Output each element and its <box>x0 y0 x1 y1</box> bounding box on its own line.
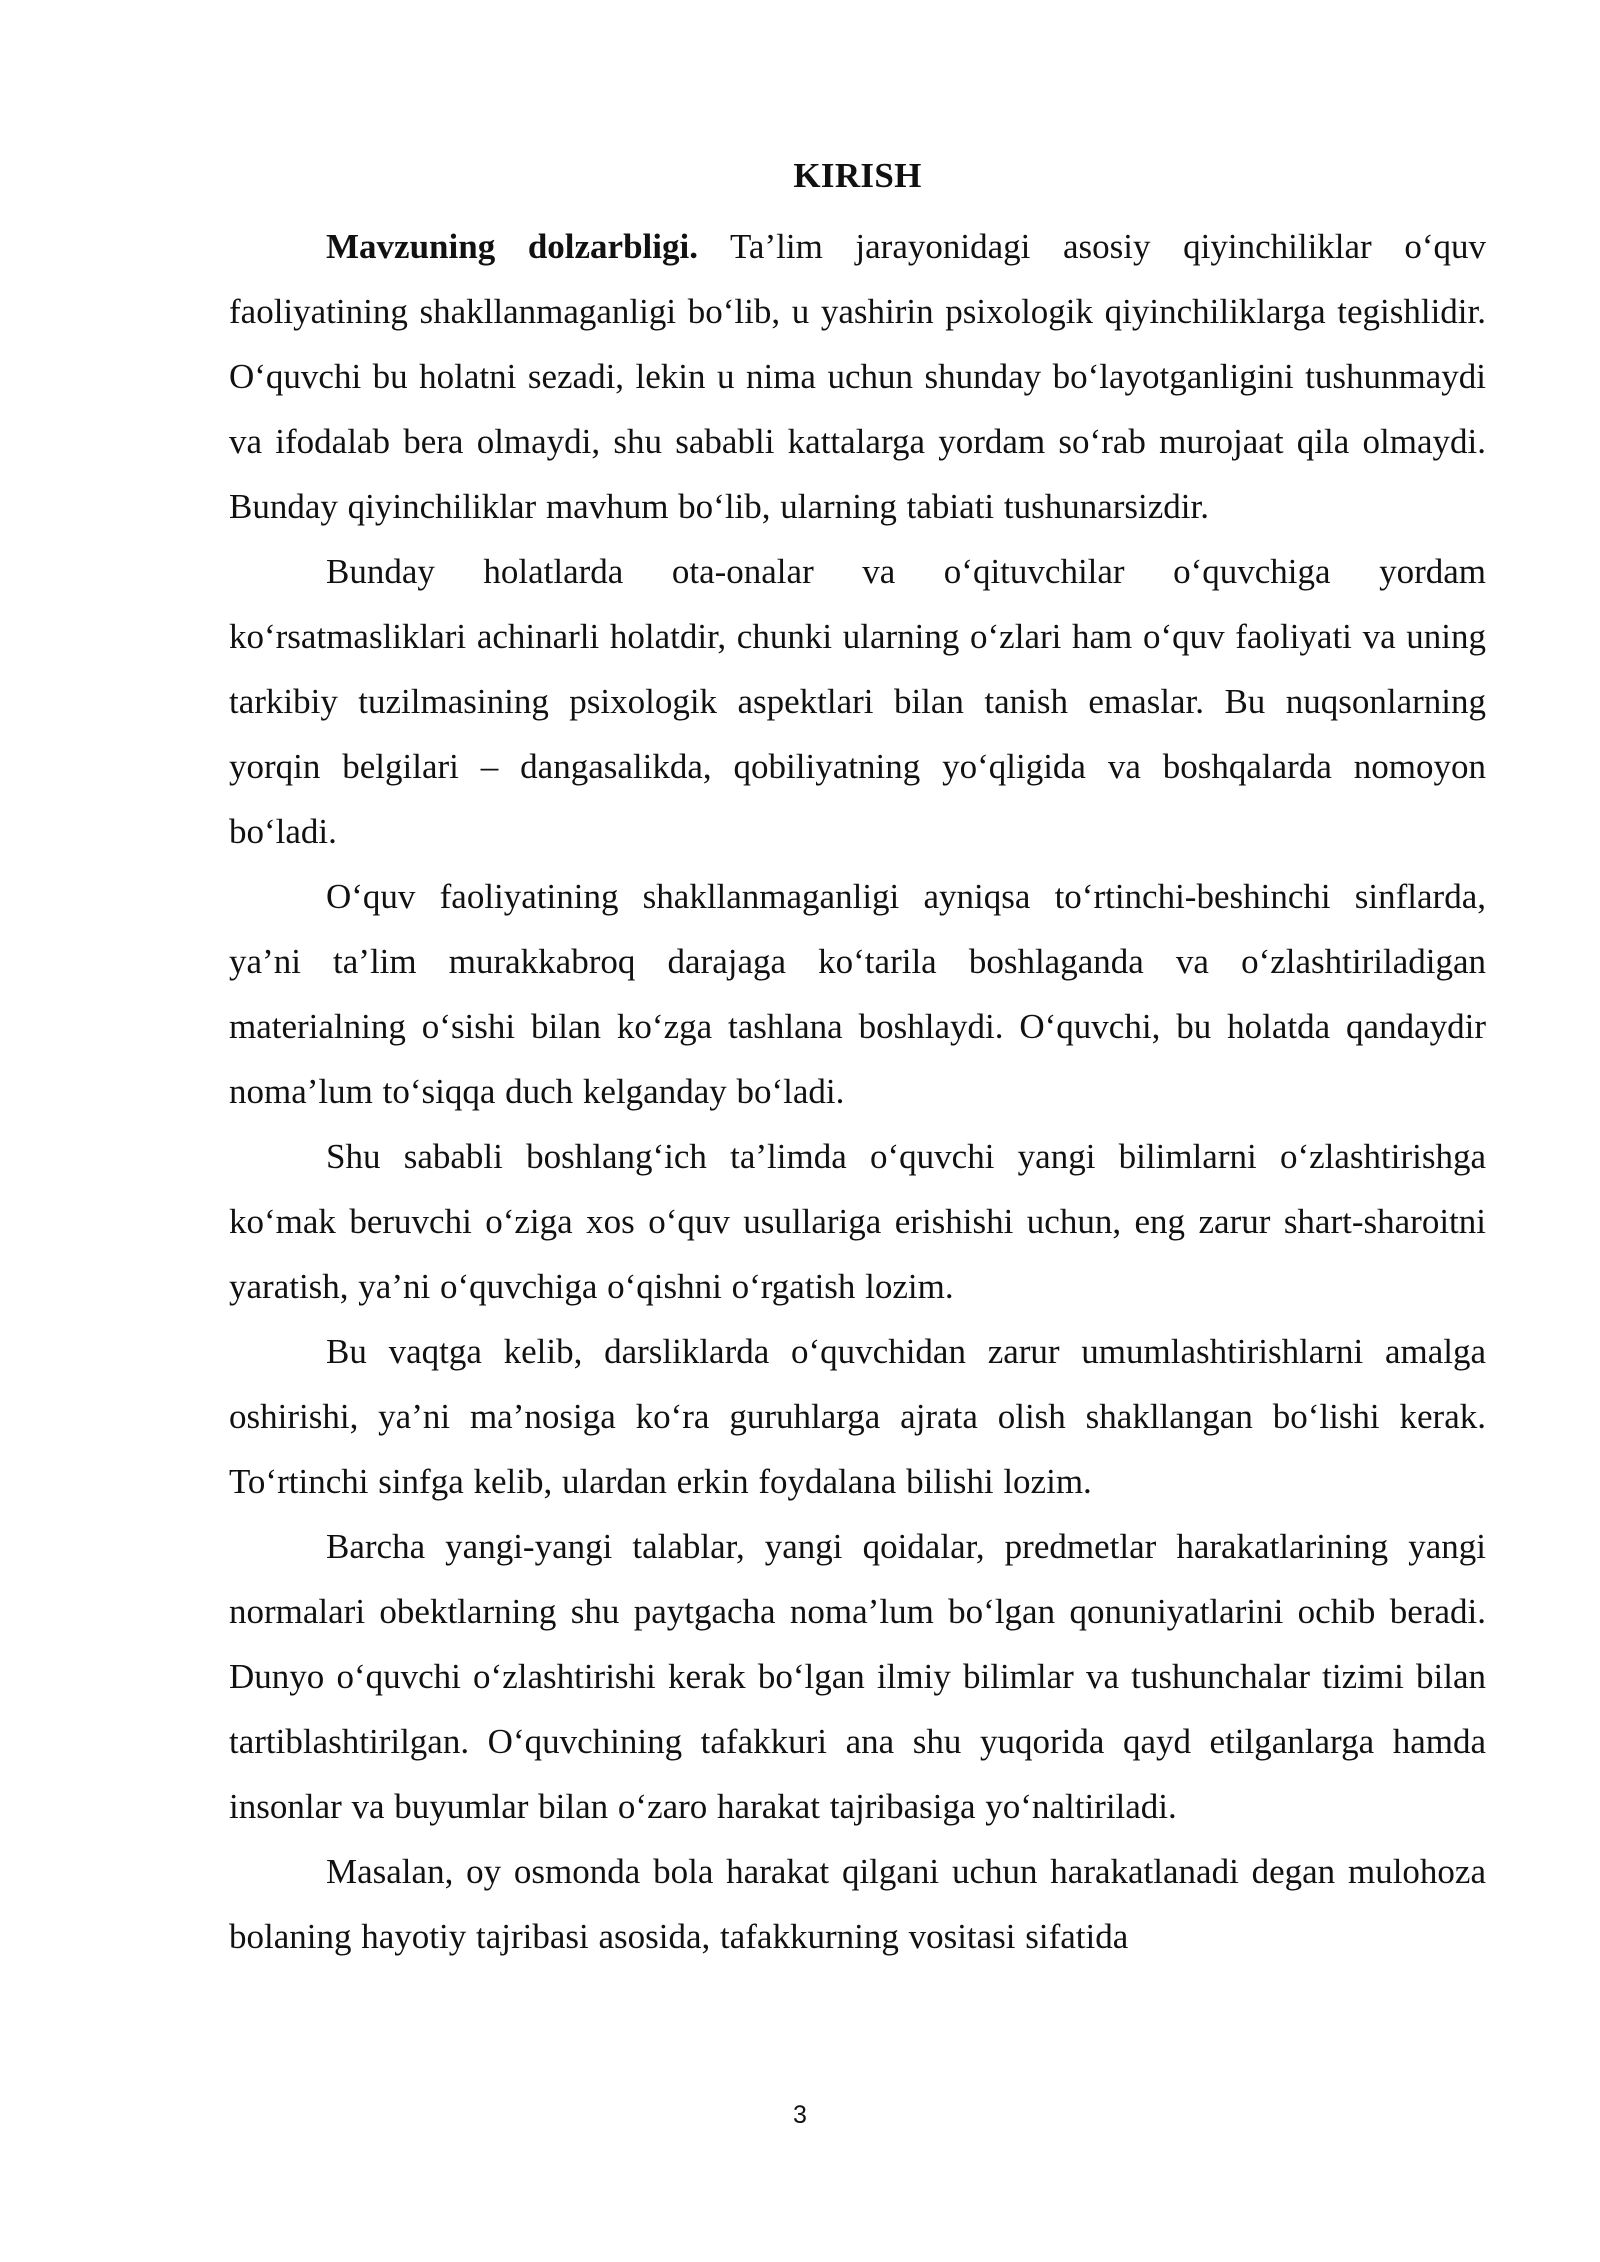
paragraph-1 <box>229 214 1486 539</box>
paragraph-2: Bunday holatlarda ota-onalar va o‘qituvchilar o‘quvchiga yordam ko‘rsatmasliklari achinarli holatdir, chunki ularning o‘zlari ham o‘quv faoliyati va uning tarkibiy tuzilmasining psixologik aspektlari bilan tanish emaslar. Bu nuqsonlarning yorqin belgilari – dangasalikda, qobiliyatning yo‘qligida va boshqalarda nomoyon bo‘ladi. <box>229 552 1486 851</box>
paragraph-4: Shu sababli boshlang‘ich ta’limda o‘quvchi yangi bilimlarni o‘zlashtirishga ko‘mak beruvchi o‘ziga xos o‘quv usullariga erishishi uchun, eng zarur shart-sharoitni yaratish, ya’ni o‘quvchiga o‘qishni o‘rgatish lozim. <box>229 1137 1486 1306</box>
paragraph-7: Masalan, oy osmonda bola harakat qilgani uchun harakatlanadi degan mulohoza bolaning hayotiy tajribasi asosida, tafakkurning vositasi sifatida <box>229 1852 1486 1956</box>
paragraph-lead: Mavzuning dolzarbligi. <box>326 227 698 266</box>
page-content <box>229 150 1486 1969</box>
paragraph-3: O‘quv faoliyatining shakllanmaganligi ayniqsa to‘rtinchi-beshinchi sinflarda, ya’ni ta’lim murakkabroq darajaga ko‘tarila boshlaganda va o‘zlashtiriladigan materialning o‘sishi bilan ko‘zga tashlana boshlaydi. O‘quvchi, bu holatda qandaydir noma’lum to‘siqqa duch kelganday bo‘ladi. <box>229 877 1486 1111</box>
paragraph-1-text: Ta’lim jarayonidagi asosiy qiyinchiliklar o‘quv faoliyatining shakllanmaganligi bo‘lib, u yashirin psixologik qiyinchiliklarga tegishlidir. O‘quvchi bu holatni sezadi, lekin u nima uchun shunday bo‘layotganligini tushunmaydi va ifodalab bera olmaydi, shu sababli kattalarga yordam so‘rab murojaat qila olmaydi. Bunday qiyinchiliklar mavhum bo‘lib, ularning tabiati tushunarsizdir. <box>229 227 1486 526</box>
section-heading: KIRISH <box>793 156 922 195</box>
page-number: 3 <box>793 2101 807 2129</box>
paragraph-5: Bu vaqtga kelib, darsliklarda o‘quvchidan zarur umumlashtirishlarni amalga oshirishi, ya’ni ma’nosiga ko‘ra guruhlarga ajrata olish shakllangan bo‘lishi kerak. To‘rtinchi sinfga kelib, ulardan erkin foydalana bilishi lozim. <box>229 1332 1486 1501</box>
paragraph-6: Barcha yangi-yangi talablar, yangi qoidalar, predmetlar harakatlarining yangi normalari obektlarning shu paytgacha noma’lum bo‘lgan qonuniyatlarini ochib beradi. Dunyo o‘quvchi o‘zlashtirishi kerak bo‘lgan ilmiy bilimlar va tushunchalar tizimi bilan tartiblashtirilgan. O‘quvchining tafakkuri ana shu yuqorida qayd etilganlarga hamda insonlar va buyumlar bilan o‘zaro harakat tajribasiga yo‘naltiriladi. <box>229 1527 1486 1826</box>
